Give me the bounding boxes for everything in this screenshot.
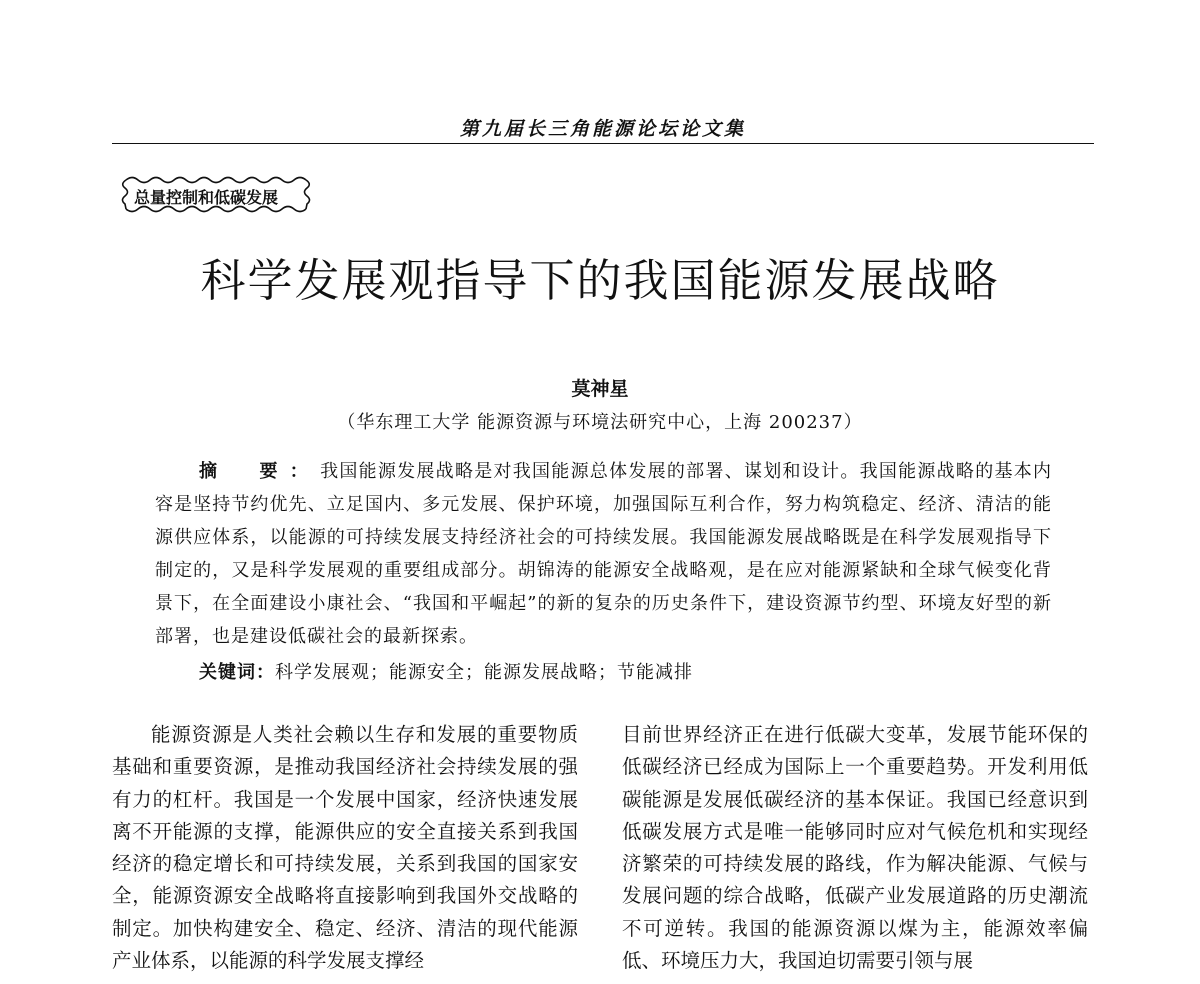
abstract-label: 摘 要： [199, 461, 321, 482]
author-affiliation: （华东理工大学 能源资源与环境法研究中心，上海 200237） [337, 412, 863, 433]
header-rule [112, 143, 1094, 144]
keywords [199, 656, 1059, 689]
body-left-column: 能源资源是人类社会赖以生存和发展的重要物质基础和重要资源，是推动我国经济社会持续发展的强有力的杠杆。我国是一个发展中国家，经济快速发展离不开能源的支撑，能源供应的安全直接关系到我国经济的稳定增长和可持续发展，关系到我国的国家安全，能源资源安全战略将直接影响到我国外交战略的制定。加快构建安全、稳定、经济、清洁的现代能源产业体系，以能源的科学发展支撑经 [112, 723, 578, 973]
keywords-label: 关键词： [199, 662, 275, 683]
section-label-text: 总量控制和低碳发展 [134, 188, 279, 207]
keywords-text: 科学发展观；能源安全；能源发展战略；节能减排 [275, 662, 693, 683]
running-header: 第九届长三角能源论坛论文集 [459, 118, 746, 140]
abstract-text: 我国能源发展战略是对我国能源总体发展的部署、谋划和设计。我国能源战略的基本内容是坚持节约优先、立足国内、多元发展、保护环境，加强国际互利合作，努力构筑稳定、经济、清洁的能源供应体系，以能源的可持续发展支持经济社会的可持续发展。我国能源发展战略既是在科学发展观指导下制定的，又是科学发展观的重要组成部分。胡锦涛的能源安全战略观，是在应对能源紧缺和全球气候变化背景下，在全面建设小康社会、“我国和平崛起”的新的复杂的历史条件下，建设资源节约型、环境友好型的新部署，也是建设低碳社会的最新探索。 [155, 461, 1053, 647]
section-label [118, 174, 314, 214]
author-name: 莫神星 [571, 378, 629, 400]
body-right-column: 目前世界经济正在进行低碳大变革，发展节能环保的低碳经济已经成为国际上一个重要趋势。开发利用低碳能源是发展低碳经济的基本保证。我国已经意识到低碳发展方式是唯一能够同时应对气候危机和实现经济繁荣的可持续发展的路线，作为解决能源、气候与发展问题的综合战略，低碳产业发展道路的历史潮流不可逆转。我国的能源资源以煤为主，能源效率偏低、环境压力大，我国迫切需要引领与展 [622, 723, 1088, 973]
abstract [155, 455, 1052, 653]
paper-title: 科学发展观指导下的我国能源发展战略 [200, 254, 1000, 307]
